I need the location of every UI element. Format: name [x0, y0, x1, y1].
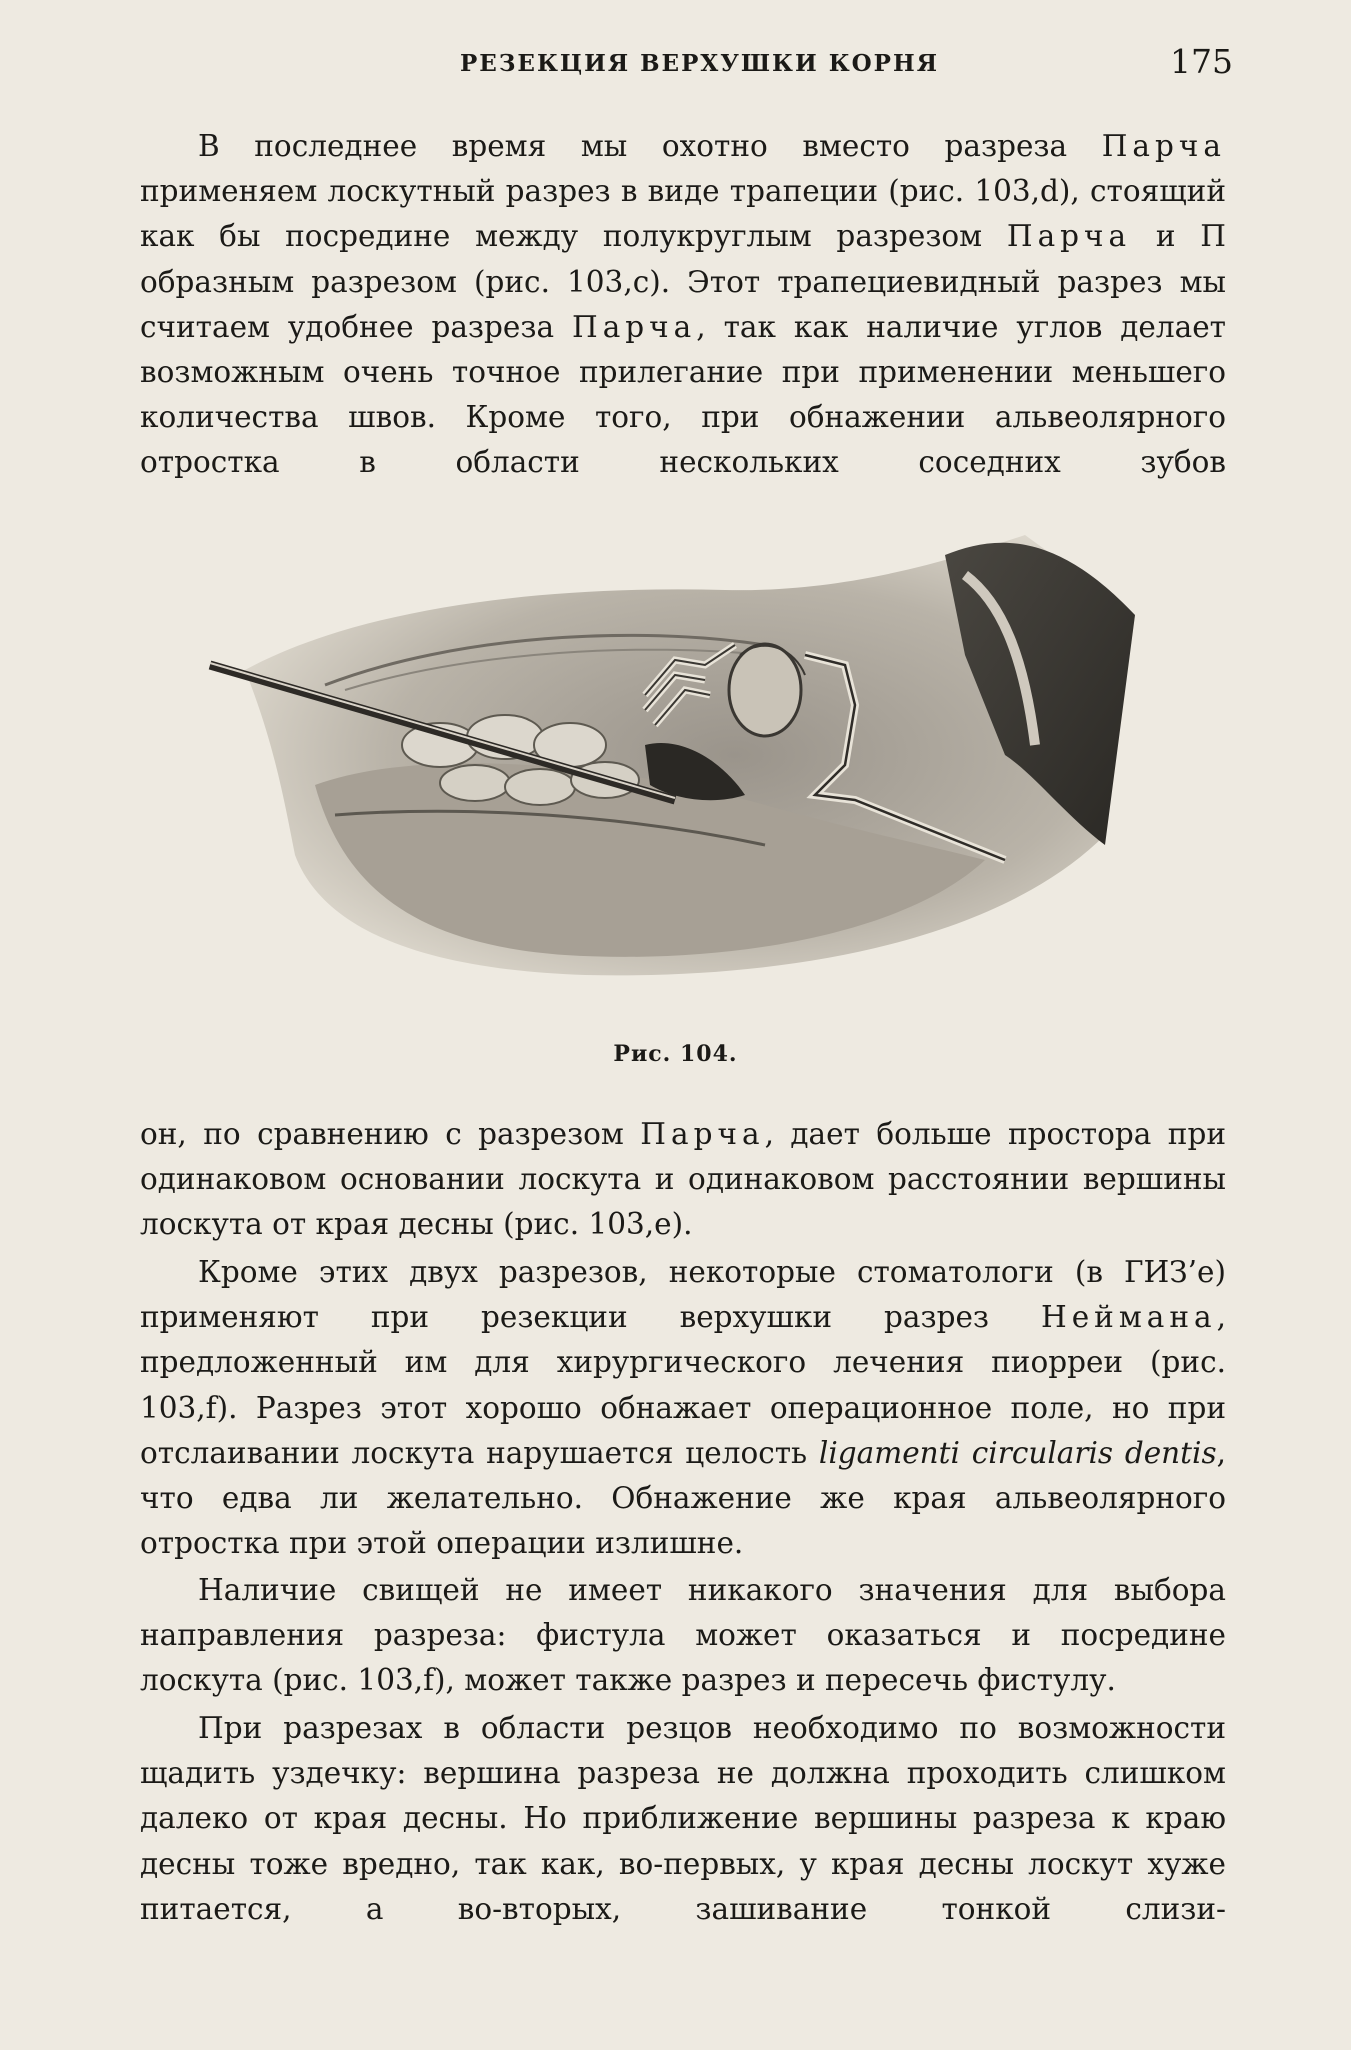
running-title: РЕЗЕКЦИЯ ВЕРХУШКИ КОРНЯ — [460, 50, 939, 77]
paragraph-2: он, по сравнению с разрезом Парча, дает больше простора при одинаковом основании лоскута и одинаковом расстоянии вершины лоскута от края десны (рис. 103,е). — [140, 1117, 1226, 1242]
author-name: Парча — [1101, 129, 1226, 163]
paragraph-4: Наличие свищей не имеет никакого значения для выбора направления разреза: фистула может оказаться и посредине лоскута (рис. 103,f), может также разрез и пересечь фистулу. — [140, 1573, 1226, 1698]
page-number: 175 — [1170, 42, 1233, 81]
paragraph-5: При разрезах в области резцов необходимо по возможности щадить уздечку: вершина разреза не должна проходить слишком далеко от края десны. Но приближение вершины разреза к краю десны тоже вредно, так как, во-первых, у края десны лоскут хуже питается, а во-вторых, зашивание тонкой слизи- — [140, 1711, 1226, 1926]
author-name: Парча — [1006, 219, 1132, 254]
author-name: Парча — [640, 1117, 765, 1151]
author-name: Парча — [571, 309, 697, 344]
figure-illustration — [205, 515, 1155, 985]
latin-term: ligamenti circularis dentis — [818, 1435, 1217, 1470]
author-name: Неймана — [1040, 1300, 1217, 1335]
figure-caption: Рис. 104. — [613, 1041, 738, 1067]
running-head — [0, 42, 1351, 82]
paragraph-1: В последнее время мы охотно вместо разреза Парча применяем лоскутный разрез в виде трапеции (рис. 103,d), стоящий как бы посредине между полукруглым разрезом Парча и П образным разрезом (рис. 103,с). Этот трапециевидный разрез мы считаем удобнее разреза Парча, так как наличие углов делает возможным очень точное прилегание при применении меньшего количества швов. Кроме того, при обнажении альвеолярного отростка в области нескольких соседних зубов — [140, 129, 1226, 480]
paragraph-3: Кроме этих двух разрезов, некоторые стоматологи (в ГИЗ’е) применяют при резекции верхушки разрез Неймана, предложенный им для хирургического лечения пиорреи (рис. 103,f). Разрез этот хорошо обнажает операционное поле, но при отслаивании лоскута нарушается целость ligamenti circularis dentis, что едва ли желательно. Обнажение же края альвеолярного отростка при этой операции излишне. — [140, 1255, 1226, 1561]
